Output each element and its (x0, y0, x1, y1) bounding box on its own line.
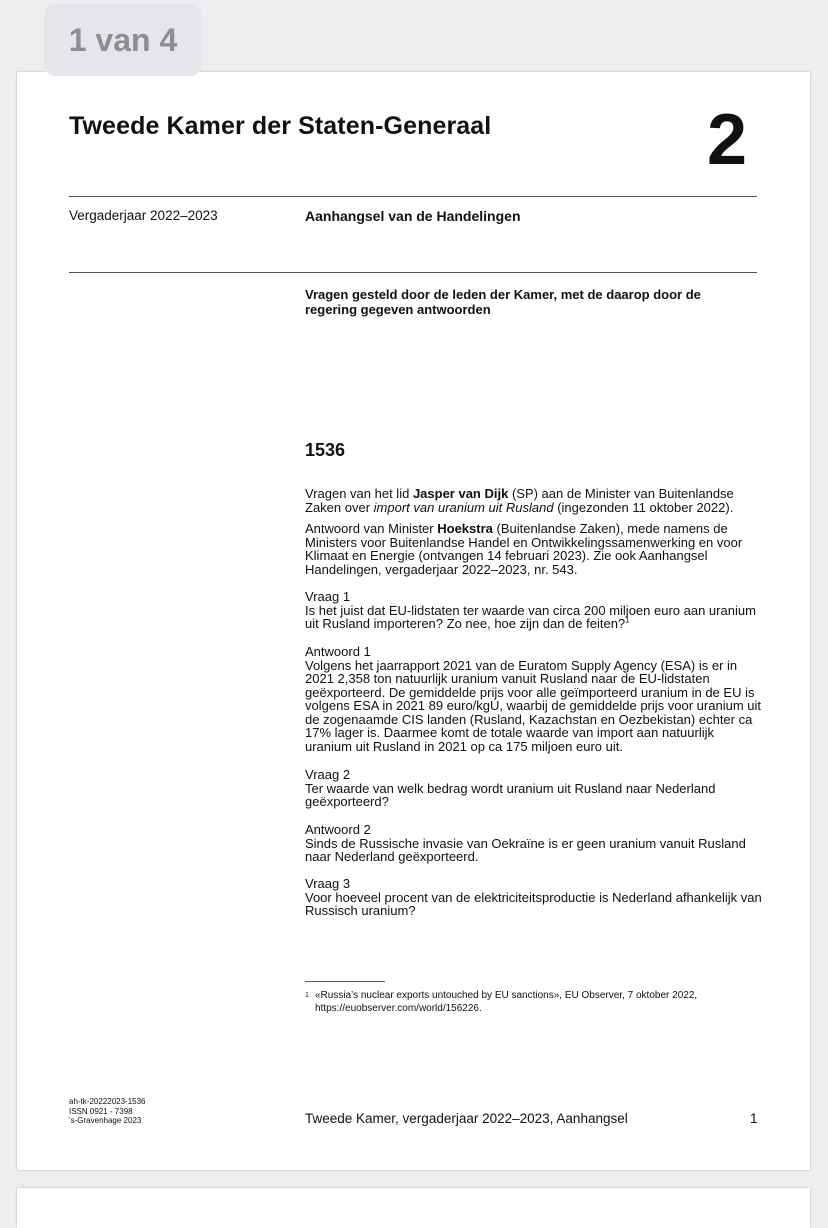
section-title: Aanhangsel van de Handelingen (305, 208, 521, 224)
footnote-mark: 1 (305, 992, 309, 999)
next-page-preview (17, 1188, 810, 1228)
footnote-ref: 1 (625, 615, 630, 625)
footnote-line-1: «Russia’s nuclear exports untouched by EU sanctions», EU Observer, 7 oktober 2022, (314, 990, 698, 1001)
section-divider (69, 272, 757, 273)
session-year: Vergaderjaar 2022–2023 (69, 208, 218, 223)
page-number: 1 (750, 1111, 758, 1126)
document-subtitle: Vragen gesteld door de leden der Kamer, met de daarop door de regering gegeven antwoorden (305, 287, 701, 317)
answer-1 (305, 645, 763, 753)
item-number: 1536 (305, 440, 346, 460)
answer-2 (305, 823, 763, 864)
question-2-text: Ter waarde van welk bedrag wordt uranium uit Rusland naar Nederland geëxporteerd? (305, 780, 716, 809)
question-3 (305, 877, 763, 918)
footer-title: Tweede Kamer, vergaderjaar 2022–2023, Aanhangsel (305, 1111, 628, 1126)
meta-place: ’s-Gravenhage 2023 (69, 1116, 142, 1125)
footnote (305, 989, 745, 1015)
question-3-text: Voor hoeveel procent van de elektriciteitsproductie is Nederland afhankelijk van Russisch uranium? (305, 889, 762, 918)
question-1 (305, 590, 763, 631)
questioner-name: Jasper van Dijk (412, 486, 509, 501)
intro-answer-paragraph: Antwoord van Minister Hoekstra (Buitenlandse Zaken), mede namens de Ministers voor Buitenlandse Handel en Ontwikkelingssamenwerking en voor Klimaat en Energie (ontvangen 14 februari 2023). Zie ook Aanhangsel Handelingen, vergaderjaar 2022–2023, nr. 543. (305, 521, 743, 577)
answer-1-label: Antwoord 1 (305, 644, 371, 659)
answer-2-label: Antwoord 2 (305, 822, 371, 837)
page-counter-badge: 1 van 4 (44, 4, 202, 76)
header-divider (69, 196, 757, 197)
question-topic: import van uranium uit Rusland (373, 499, 554, 515)
footnote-url: https://euobserver.com/world/156226. (315, 1003, 482, 1014)
question-2 (305, 768, 763, 809)
intro-questions-paragraph: Vragen van het lid Jasper van Dijk (SP) aan de Minister van Buitenlandse Zaken over import van uranium uit Rusland (ingezonden 11 oktober 2022). (305, 486, 734, 515)
question-2-label: Vraag 2 (305, 767, 351, 782)
document-page (17, 72, 810, 1170)
question-3-label: Vraag 3 (305, 876, 351, 891)
footnote-divider (305, 981, 385, 982)
document-number: 2 (707, 100, 748, 180)
minister-name: Hoekstra (437, 521, 493, 536)
answer-1-text: Volgens het jaarrapport 2021 van de Euratom Supply Agency (ESA) is er in 2021 2,358 ton natuurlijk uranium vanuit Rusland naar de EU-lidstaten geëxporteerd. De gemiddelde prijs voor alle geïmporteerd uranium in de EU is volgens ESA in 2021 89 euro/kgU, waarbij de gemiddelde prijs voor uranium uit de zogenaamde CIS landen (Rusland, Kazachstan en Oezbekistan) echter ca 17% lager is. Daarmee komt de totale waarde van import aan natuurlijk uranium uit Rusland in 2021 op ca 175 miljoen euro uit. (305, 657, 761, 754)
chamber-title: Tweede Kamer der Staten-Generaal (69, 112, 492, 140)
meta-id: ah-tk-20222023-1536 (69, 1097, 146, 1106)
question-1-text: Is het juist dat EU-lidstaten ter waarde van circa 200 miljoen euro aan uranium uit Rusland importeren? Zo nee, hoe zijn dan de feiten? (305, 602, 756, 631)
publication-meta (69, 1097, 146, 1126)
question-1-label: Vraag 1 (305, 589, 351, 604)
meta-issn: ISSN 0921 - 7398 (69, 1106, 133, 1116)
answer-2-text: Sinds de Russische invasie van Oekraïne is er geen uranium vanuit Rusland naar Nederland geëxporteerd. (305, 835, 746, 864)
